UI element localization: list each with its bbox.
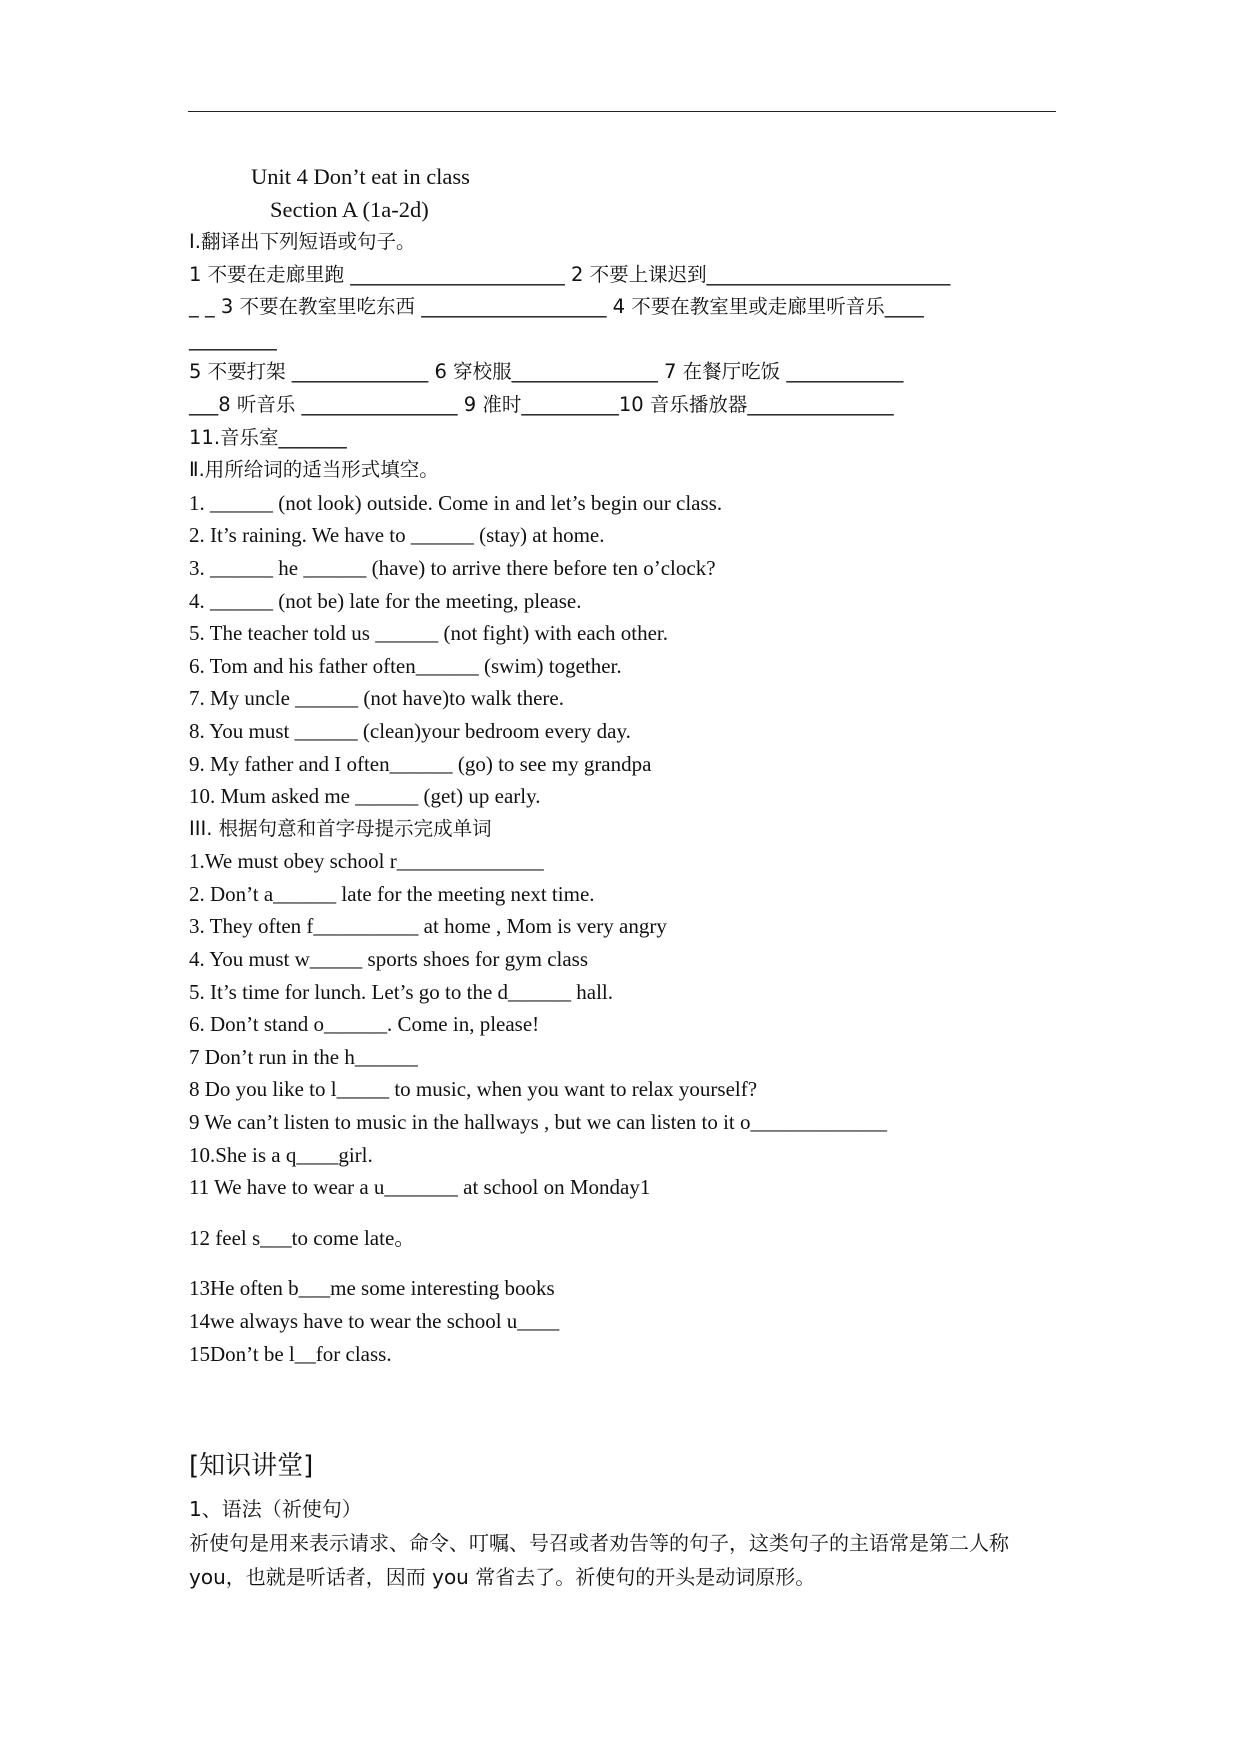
exercise-item: 10. Mum asked me ______ (get) up early. <box>189 784 541 809</box>
translation-line: ___8 听音乐 ________________ 9 准时__________10 音乐播放器_______________ <box>189 392 894 416</box>
section-3-heading: III. 根据句意和首字母提示完成单词 <box>189 816 492 840</box>
translation-line: 5 不要打架 ______________ 6 穿校服_______________ 7 在餐厅吃饭 ____________ <box>189 360 904 384</box>
exercise-item: 11 We have to wear a u_______ at school on Monday1 <box>189 1175 651 1200</box>
translation-line: _ _ 3 不要在教室里吃东西 ___________________ 4 不要在教室里或走廊里听音乐____ <box>189 295 924 319</box>
exercise-item: 8 Do you like to l_____ to music, when you want to relax yourself? <box>189 1077 758 1102</box>
exercise-item: 7. My uncle ______ (not have)to walk there. <box>189 686 564 711</box>
spacer <box>189 1254 1069 1272</box>
translation-line: 1 不要在走廊里跑 ______________________ 2 不要上课迟到_________________________ <box>189 262 951 286</box>
knowledge-heading: [知识讲堂] <box>189 1451 314 1482</box>
grammar-subheading: 1、语法（祈使句） <box>189 1497 362 1522</box>
exercise-item: 9 We can’t listen to music in the hallways , but we can listen to it o_____________ <box>189 1110 888 1135</box>
section-2-heading: Ⅱ.用所给词的适当形式填空。 <box>189 458 439 482</box>
exercise-item: 4. ______ (not be) late for the meeting, please. <box>189 588 582 613</box>
exercise-item: 7 Don’t run in the h______ <box>189 1044 418 1069</box>
exercise-item: 2. It’s raining. We have to ______ (stay) at home. <box>189 523 605 548</box>
exercise-item: 3. They often f__________ at home , Mom is very angry <box>189 914 667 939</box>
header-rule <box>188 111 1056 112</box>
exercise-item: 2. Don’t a______ late for the meeting next time. <box>189 881 595 906</box>
translation-line: _________ <box>189 327 277 351</box>
exercise-item: 6. Don’t stand o______. Come in, please! <box>189 1012 540 1037</box>
exercise-item: 13He often b___me some interesting books <box>189 1276 555 1301</box>
exercise-item: 5. The teacher told us ______ (not fight) with each other. <box>189 621 668 646</box>
section-1-list <box>189 259 1069 455</box>
exercise-item: 9. My father and I often______ (go) to see my grandpa <box>189 751 652 776</box>
exercise-item: 14we always have to wear the school u____ <box>189 1309 560 1333</box>
exercise-item: 12 feel s___to come late。 <box>189 1225 416 1250</box>
section-2-list <box>189 487 1069 813</box>
exercise-item: 3. ______ he ______ (have) to arrive there before ten o’clock? <box>189 555 716 580</box>
exercise-item: 1.We must obey school r______________ <box>189 849 544 874</box>
exercise-item: 4. You must w_____ sports shoes for gym class <box>189 947 589 972</box>
exercise-item: 6. Tom and his father often______ (swim) together. <box>189 653 622 678</box>
section-3-list <box>189 845 1069 1370</box>
exercise-item: 5. It’s time for lunch. Let’s go to the d______ hall. <box>189 979 614 1004</box>
exercise-item: 15Don’t be l__for class. <box>189 1341 392 1366</box>
document-title: Unit 4 Don’t eat in class <box>251 164 470 189</box>
exercise-item: 8. You must ______ (clean)your bedroom every day. <box>189 718 631 743</box>
translation-line: 11.音乐室_______ <box>189 425 347 449</box>
document-body <box>189 160 1069 1594</box>
section-1-heading: I.翻译出下列短语或句子。 <box>189 230 416 253</box>
spacer <box>189 1370 1069 1440</box>
spacer <box>189 1204 1069 1222</box>
exercise-item: 1. ______ (not look) outside. Come in and let’s begin our class. <box>189 490 723 515</box>
grammar-paragraph: 祈使句是用来表示请求、命令、叮嘱、号召或者劝告等的句子，这类句子的主语常是第二人称 you，也就是听话者，因而 you 常省去了。祈使句的开头是动词原形。 <box>189 1531 1009 1590</box>
exercise-item: 10.She is a q____girl. <box>189 1142 373 1167</box>
document-subtitle: Section A (1a-2d) <box>270 197 429 222</box>
